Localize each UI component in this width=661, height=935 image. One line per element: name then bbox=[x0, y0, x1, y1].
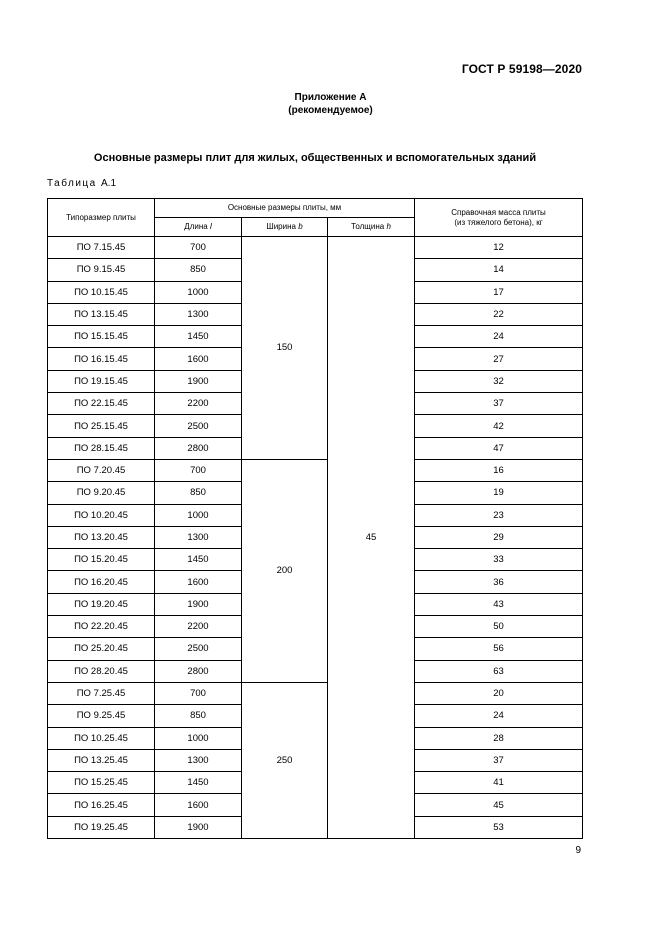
header-length bbox=[155, 218, 242, 237]
cell-length: 1300 bbox=[155, 526, 242, 548]
cell-length: 1000 bbox=[155, 504, 242, 526]
header-dims-group: Основные размеры плиты, мм bbox=[155, 199, 415, 218]
cell-length: 1600 bbox=[155, 571, 242, 593]
table-row bbox=[48, 682, 583, 704]
cell-mass: 37 bbox=[415, 393, 583, 415]
cell-type: ПО 19.25.45 bbox=[48, 816, 155, 838]
cell-length: 850 bbox=[155, 482, 242, 504]
cell-length: 1900 bbox=[155, 593, 242, 615]
header-thickness bbox=[328, 218, 415, 237]
cell-type: ПО 13.15.45 bbox=[48, 303, 155, 325]
cell-mass: 63 bbox=[415, 660, 583, 682]
cell-length: 2500 bbox=[155, 415, 242, 437]
cell-type: ПО 10.25.45 bbox=[48, 727, 155, 749]
cell-mass: 24 bbox=[415, 326, 583, 348]
cell-mass: 41 bbox=[415, 772, 583, 794]
cell-thickness: 45 bbox=[328, 237, 415, 839]
cell-mass: 29 bbox=[415, 526, 583, 548]
cell-mass: 27 bbox=[415, 348, 583, 370]
cell-length: 1300 bbox=[155, 749, 242, 771]
cell-type: ПО 9.25.45 bbox=[48, 705, 155, 727]
cell-mass: 22 bbox=[415, 303, 583, 325]
cell-type: ПО 7.25.45 bbox=[48, 682, 155, 704]
header-width-symbol: b bbox=[298, 222, 303, 231]
dimensions-table bbox=[47, 198, 583, 839]
cell-type: ПО 15.20.45 bbox=[48, 549, 155, 571]
cell-type: ПО 28.20.45 bbox=[48, 660, 155, 682]
header-mass bbox=[415, 199, 583, 237]
cell-mass: 47 bbox=[415, 437, 583, 459]
cell-length: 2800 bbox=[155, 660, 242, 682]
cell-length: 2800 bbox=[155, 437, 242, 459]
header-mass-line2: (из тяжелого бетона), кг bbox=[454, 217, 543, 227]
cell-mass: 45 bbox=[415, 794, 583, 816]
cell-length: 1300 bbox=[155, 303, 242, 325]
cell-type: ПО 25.15.45 bbox=[48, 415, 155, 437]
cell-length: 850 bbox=[155, 705, 242, 727]
cell-type: ПО 10.20.45 bbox=[48, 504, 155, 526]
cell-length: 1450 bbox=[155, 326, 242, 348]
cell-length: 700 bbox=[155, 459, 242, 481]
cell-length: 1600 bbox=[155, 794, 242, 816]
cell-mass: 14 bbox=[415, 259, 583, 281]
cell-mass: 33 bbox=[415, 549, 583, 571]
page-number: 9 bbox=[575, 845, 581, 856]
cell-type: ПО 22.20.45 bbox=[48, 616, 155, 638]
cell-mass: 24 bbox=[415, 705, 583, 727]
cell-length: 2200 bbox=[155, 393, 242, 415]
cell-type: ПО 16.15.45 bbox=[48, 348, 155, 370]
appendix-subtitle: (рекомендуемое) bbox=[288, 105, 373, 116]
cell-length: 1450 bbox=[155, 549, 242, 571]
cell-width: 250 bbox=[242, 682, 328, 838]
cell-type: ПО 19.15.45 bbox=[48, 370, 155, 392]
header-type: Типоразмер плиты bbox=[48, 199, 155, 237]
cell-length: 2200 bbox=[155, 616, 242, 638]
cell-type: ПО 28.15.45 bbox=[48, 437, 155, 459]
cell-type: ПО 15.15.45 bbox=[48, 326, 155, 348]
cell-type: ПО 9.20.45 bbox=[48, 482, 155, 504]
cell-type: ПО 7.20.45 bbox=[48, 459, 155, 481]
cell-width: 150 bbox=[242, 237, 328, 460]
cell-mass: 12 bbox=[415, 237, 583, 259]
cell-type: ПО 13.25.45 bbox=[48, 749, 155, 771]
cell-type: ПО 19.20.45 bbox=[48, 593, 155, 615]
cell-mass: 42 bbox=[415, 415, 583, 437]
table-body bbox=[48, 237, 583, 839]
cell-mass: 50 bbox=[415, 616, 583, 638]
cell-length: 2500 bbox=[155, 638, 242, 660]
cell-type: ПО 9.15.45 bbox=[48, 259, 155, 281]
table-row bbox=[48, 459, 583, 481]
table-caption bbox=[47, 178, 116, 189]
cell-length: 700 bbox=[155, 682, 242, 704]
header-thickness-symbol: h bbox=[386, 222, 391, 231]
cell-mass: 17 bbox=[415, 281, 583, 303]
cell-type: ПО 25.20.45 bbox=[48, 638, 155, 660]
table-row bbox=[48, 237, 583, 259]
cell-type: ПО 10.15.45 bbox=[48, 281, 155, 303]
cell-mass: 20 bbox=[415, 682, 583, 704]
page-title: Основные размеры плит для жилых, общественных и вспомогательных зданий bbox=[93, 152, 537, 164]
appendix-title: Приложение А bbox=[294, 92, 367, 103]
header-thickness-label: Толщина bbox=[351, 222, 385, 231]
header-length-label: Длина bbox=[184, 222, 208, 231]
cell-type: ПО 16.20.45 bbox=[48, 571, 155, 593]
cell-length: 700 bbox=[155, 237, 242, 259]
cell-length: 1900 bbox=[155, 816, 242, 838]
cell-type: ПО 7.15.45 bbox=[48, 237, 155, 259]
table-caption-label: Таблица bbox=[47, 178, 97, 189]
cell-mass: 19 bbox=[415, 482, 583, 504]
table-caption-number: А.1 bbox=[101, 178, 117, 189]
cell-mass: 23 bbox=[415, 504, 583, 526]
cell-type: ПО 15.25.45 bbox=[48, 772, 155, 794]
cell-mass: 32 bbox=[415, 370, 583, 392]
cell-length: 1450 bbox=[155, 772, 242, 794]
cell-mass: 36 bbox=[415, 571, 583, 593]
cell-type: ПО 22.15.45 bbox=[48, 393, 155, 415]
cell-width: 200 bbox=[242, 459, 328, 682]
cell-length: 1900 bbox=[155, 370, 242, 392]
header-length-symbol: l bbox=[209, 222, 212, 231]
cell-mass: 53 bbox=[415, 816, 583, 838]
header-width bbox=[242, 218, 328, 237]
cell-length: 1600 bbox=[155, 348, 242, 370]
cell-mass: 28 bbox=[415, 727, 583, 749]
cell-type: ПО 16.25.45 bbox=[48, 794, 155, 816]
header-width-label: Ширина bbox=[266, 222, 296, 231]
cell-mass: 56 bbox=[415, 638, 583, 660]
cell-length: 1000 bbox=[155, 281, 242, 303]
standard-number: ГОСТ Р 59198—2020 bbox=[461, 62, 582, 76]
cell-mass: 37 bbox=[415, 749, 583, 771]
header-mass-line1: Справочная масса плиты bbox=[451, 207, 546, 217]
cell-length: 1000 bbox=[155, 727, 242, 749]
cell-mass: 16 bbox=[415, 459, 583, 481]
cell-length: 850 bbox=[155, 259, 242, 281]
cell-mass: 43 bbox=[415, 593, 583, 615]
cell-type: ПО 13.20.45 bbox=[48, 526, 155, 548]
